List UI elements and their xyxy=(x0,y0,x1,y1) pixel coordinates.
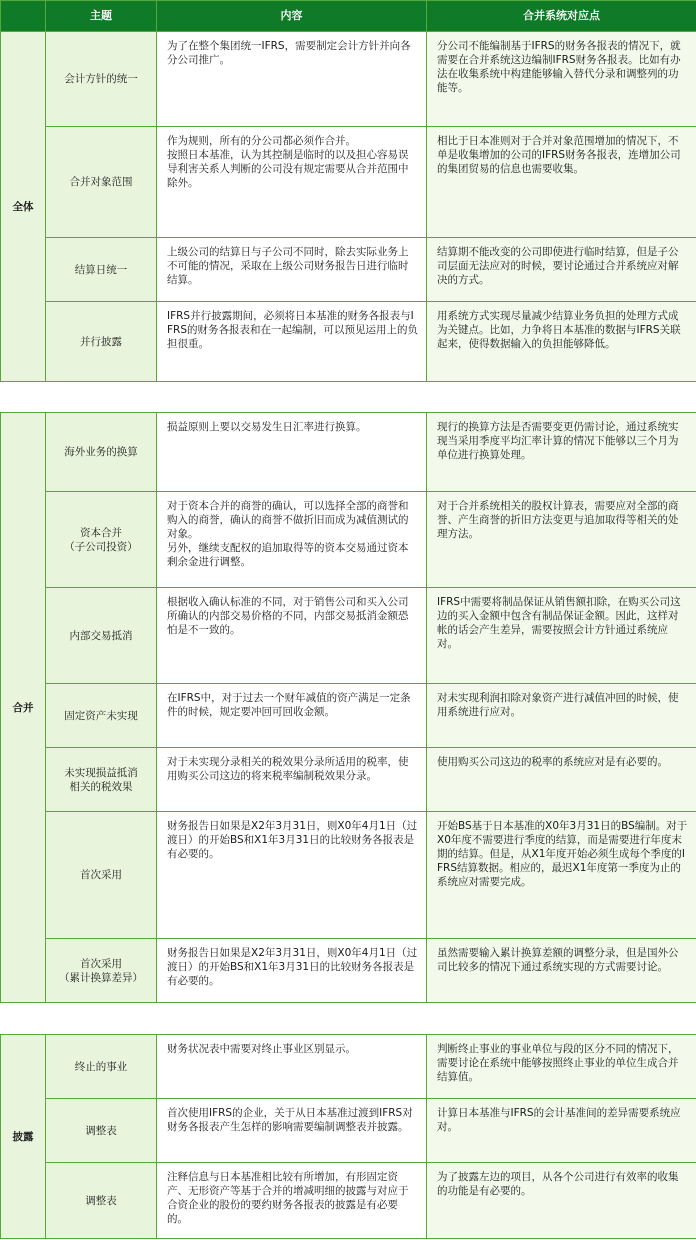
content-cell: 财务报告日如果是X2年3月31日，则X0年4月1日（过渡日）的开始BS和X1年3月31日的比较财务各报表是有必要的。 xyxy=(157,939,427,1003)
system-cell: 现行的换算方法是否需要变更仍需讨论，通过系统实现当采用季度平均汇率计算的情况下能够以三个月为单位进行换算处理。 xyxy=(427,413,696,492)
system-cell: 对于合并系统相关的股权计算表，需要应对全部的商誉、产生商誉的折旧方法变更与追加取得等相关的处理方法。 xyxy=(427,492,696,588)
system-cell: IFRS中需要将制品保证从销售额扣除，在购买公司这边的买入金额中包含有制品保证金额。因此，这样对帐的话会产生差异，需要按照会计方针通过系统应对。 xyxy=(427,588,696,684)
system-cell: 用系统方式实现尽量减少结算业务负担的处理方式成为关键点。比如，力争将日本基准的数据与IFRS关联起来，使得数据输入的负担能够降低。 xyxy=(427,302,696,382)
group-label: 全体 xyxy=(1,32,46,382)
topic-cell: 调整表 xyxy=(46,1163,157,1239)
topic-cell: 资本合并 （子公司投资） xyxy=(46,492,157,588)
content-cell: IFRS并行披露期间，必须将日本基准的财务各报表与IFRS的财务各报表和在一起编制，可以预见运用上的负担很重。 xyxy=(157,302,427,382)
table-row xyxy=(1,812,696,939)
content-cell: 对于未实现分录相关的税效果分录所适用的税率，使用购买公司这边的将来税率编制税效果分录。 xyxy=(157,748,427,812)
table-row xyxy=(1,1099,696,1163)
system-cell: 虽然需要输入累计换算差额的调整分录，但是国外公司比较多的情况下通过系统实现的方式需要讨论。 xyxy=(427,939,696,1003)
header-topic: 主题 xyxy=(46,1,157,32)
content-cell: 上级公司的结算日与子公司不同时，除去实际业务上不可能的情况，采取在上级公司财务报告日进行临时结算。 xyxy=(157,238,427,302)
topic-cell: 并行披露 xyxy=(46,302,157,382)
topic-cell: 固定资产未实现 xyxy=(46,684,157,748)
content-cell: 在IFRS中，对于过去一个财年减值的资产满足一定条件的时候，规定要冲回可回收金额。 xyxy=(157,684,427,748)
table-row xyxy=(1,1035,696,1099)
content-cell: 财务报告日如果是X2年3月31日，则X0年4月1日（过渡日）的开始BS和X1年3月31日的比较财务各报表是有必要的。 xyxy=(157,812,427,939)
table-row xyxy=(1,939,696,1003)
topic-cell: 会计方针的统一 xyxy=(46,32,157,127)
content-cell: 注释信息与日本基准相比较有所增加，有形固定资产、无形资产等基于合并的增减明细的披露与对应于合资企业的股份的要约财务各报表的披露是有必要的。 xyxy=(157,1163,427,1239)
topic-cell: 海外业务的换算 xyxy=(46,413,157,492)
header-row xyxy=(1,1,696,32)
content-cell: 损益原则上要以交易发生日汇率进行换算。 xyxy=(157,413,427,492)
system-cell: 相比于日本准则对于合并对象范围增加的情况下，不单是收集增加的公司的IFRS财务各报表，连增加公司的集团贸易的信息也需要收集。 xyxy=(427,127,696,238)
system-cell: 判断终止事业的事业单位与段的区分不同的情况下，需要讨论在系统中能够按照终止事业的单位生成合并结算值。 xyxy=(427,1035,696,1099)
group-label: 合并 xyxy=(1,413,46,1003)
topic-cell: 未实现损益抵消 相关的税效果 xyxy=(46,748,157,812)
section-overall xyxy=(0,0,696,382)
system-cell: 开始BS基于日本基准的X0年3月31日的BS编制。对于X0年度不需要进行季度的结算，而是需要进行年度末期的结算。但是，从X1年度开始必须生成每个季度的IFRS结算数据。相应的，最迟X1年度第一季度为止的系统应对需要完成。 xyxy=(427,812,696,939)
system-cell: 计算日本基准与IFRS的会计基准间的差异需要系统应对。 xyxy=(427,1099,696,1163)
system-cell: 对未实现利润扣除对象资产进行减值冲回的时候，使用系统进行应对。 xyxy=(427,684,696,748)
header-system: 合并系统对应点 xyxy=(427,1,696,32)
system-cell: 使用购买公司这边的税率的系统应对是有必要的。 xyxy=(427,748,696,812)
table-row xyxy=(1,588,696,684)
group-label: 披露 xyxy=(1,1035,46,1239)
content-cell: 首次使用IFRS的企业，关于从日本基准过渡到IFRS对财务各报表产生怎样的影响需要编制调整表并披露。 xyxy=(157,1099,427,1163)
system-cell: 结算期不能改变的公司即使进行临时结算，但是子公司层面无法应对的时候，要讨论通过合并系统应对解决的方式。 xyxy=(427,238,696,302)
table-row xyxy=(1,32,696,127)
table-row xyxy=(1,413,696,492)
table-row xyxy=(1,302,696,382)
section-disclosure xyxy=(0,1034,696,1239)
content-cell: 为了在整个集团统一IFRS，需要制定会计方针并向各分公司推广。 xyxy=(157,32,427,127)
table-row xyxy=(1,492,696,588)
system-cell: 为了披露左边的项目，从各个公司进行有效率的收集的功能是有必要的。 xyxy=(427,1163,696,1239)
topic-cell: 终止的事业 xyxy=(46,1035,157,1099)
table-row xyxy=(1,127,696,238)
header-blank xyxy=(1,1,46,32)
topic-cell: 调整表 xyxy=(46,1099,157,1163)
system-cell: 分公司不能编制基于IFRS的财务各报表的情况下，就需要在合并系统这边编制IFRS财务各报表。比如有办法在收集系统中构建能够输入替代分录和调整列的功能等。 xyxy=(427,32,696,127)
topic-cell: 首次采用 xyxy=(46,812,157,939)
content-cell: 对于资本合并的商誉的确认，可以选择全部的商誉和购入的商誉，确认的商誉不做折旧而成为减值测试的对象。 另外，继续支配权的追加取得等的资本交易通过资本剩余金进行调整。 xyxy=(157,492,427,588)
topic-cell: 内部交易抵消 xyxy=(46,588,157,684)
table-row xyxy=(1,684,696,748)
topic-cell: 合并对象范围 xyxy=(46,127,157,238)
content-cell: 财务状况表中需要对终止事业区别显示。 xyxy=(157,1035,427,1099)
header-content: 内容 xyxy=(157,1,427,32)
content-cell: 根据收入确认标准的不同，对于销售公司和买入公司所确认的内部交易价格的不同，内部交易抵消金额恐怕是不一致的。 xyxy=(157,588,427,684)
content-cell: 作为规则，所有的分公司都必须作合并。 按照日本基准，认为其控制是临时的以及担心容易误导利害关系人判断的公司没有规定需要从合并范围中除外。 xyxy=(157,127,427,238)
table-row xyxy=(1,1163,696,1239)
topic-cell: 结算日统一 xyxy=(46,238,157,302)
section-consolidation xyxy=(0,412,696,1003)
table-row xyxy=(1,238,696,302)
topic-cell: 首次采用 （累计换算差异） xyxy=(46,939,157,1003)
table-row xyxy=(1,748,696,812)
